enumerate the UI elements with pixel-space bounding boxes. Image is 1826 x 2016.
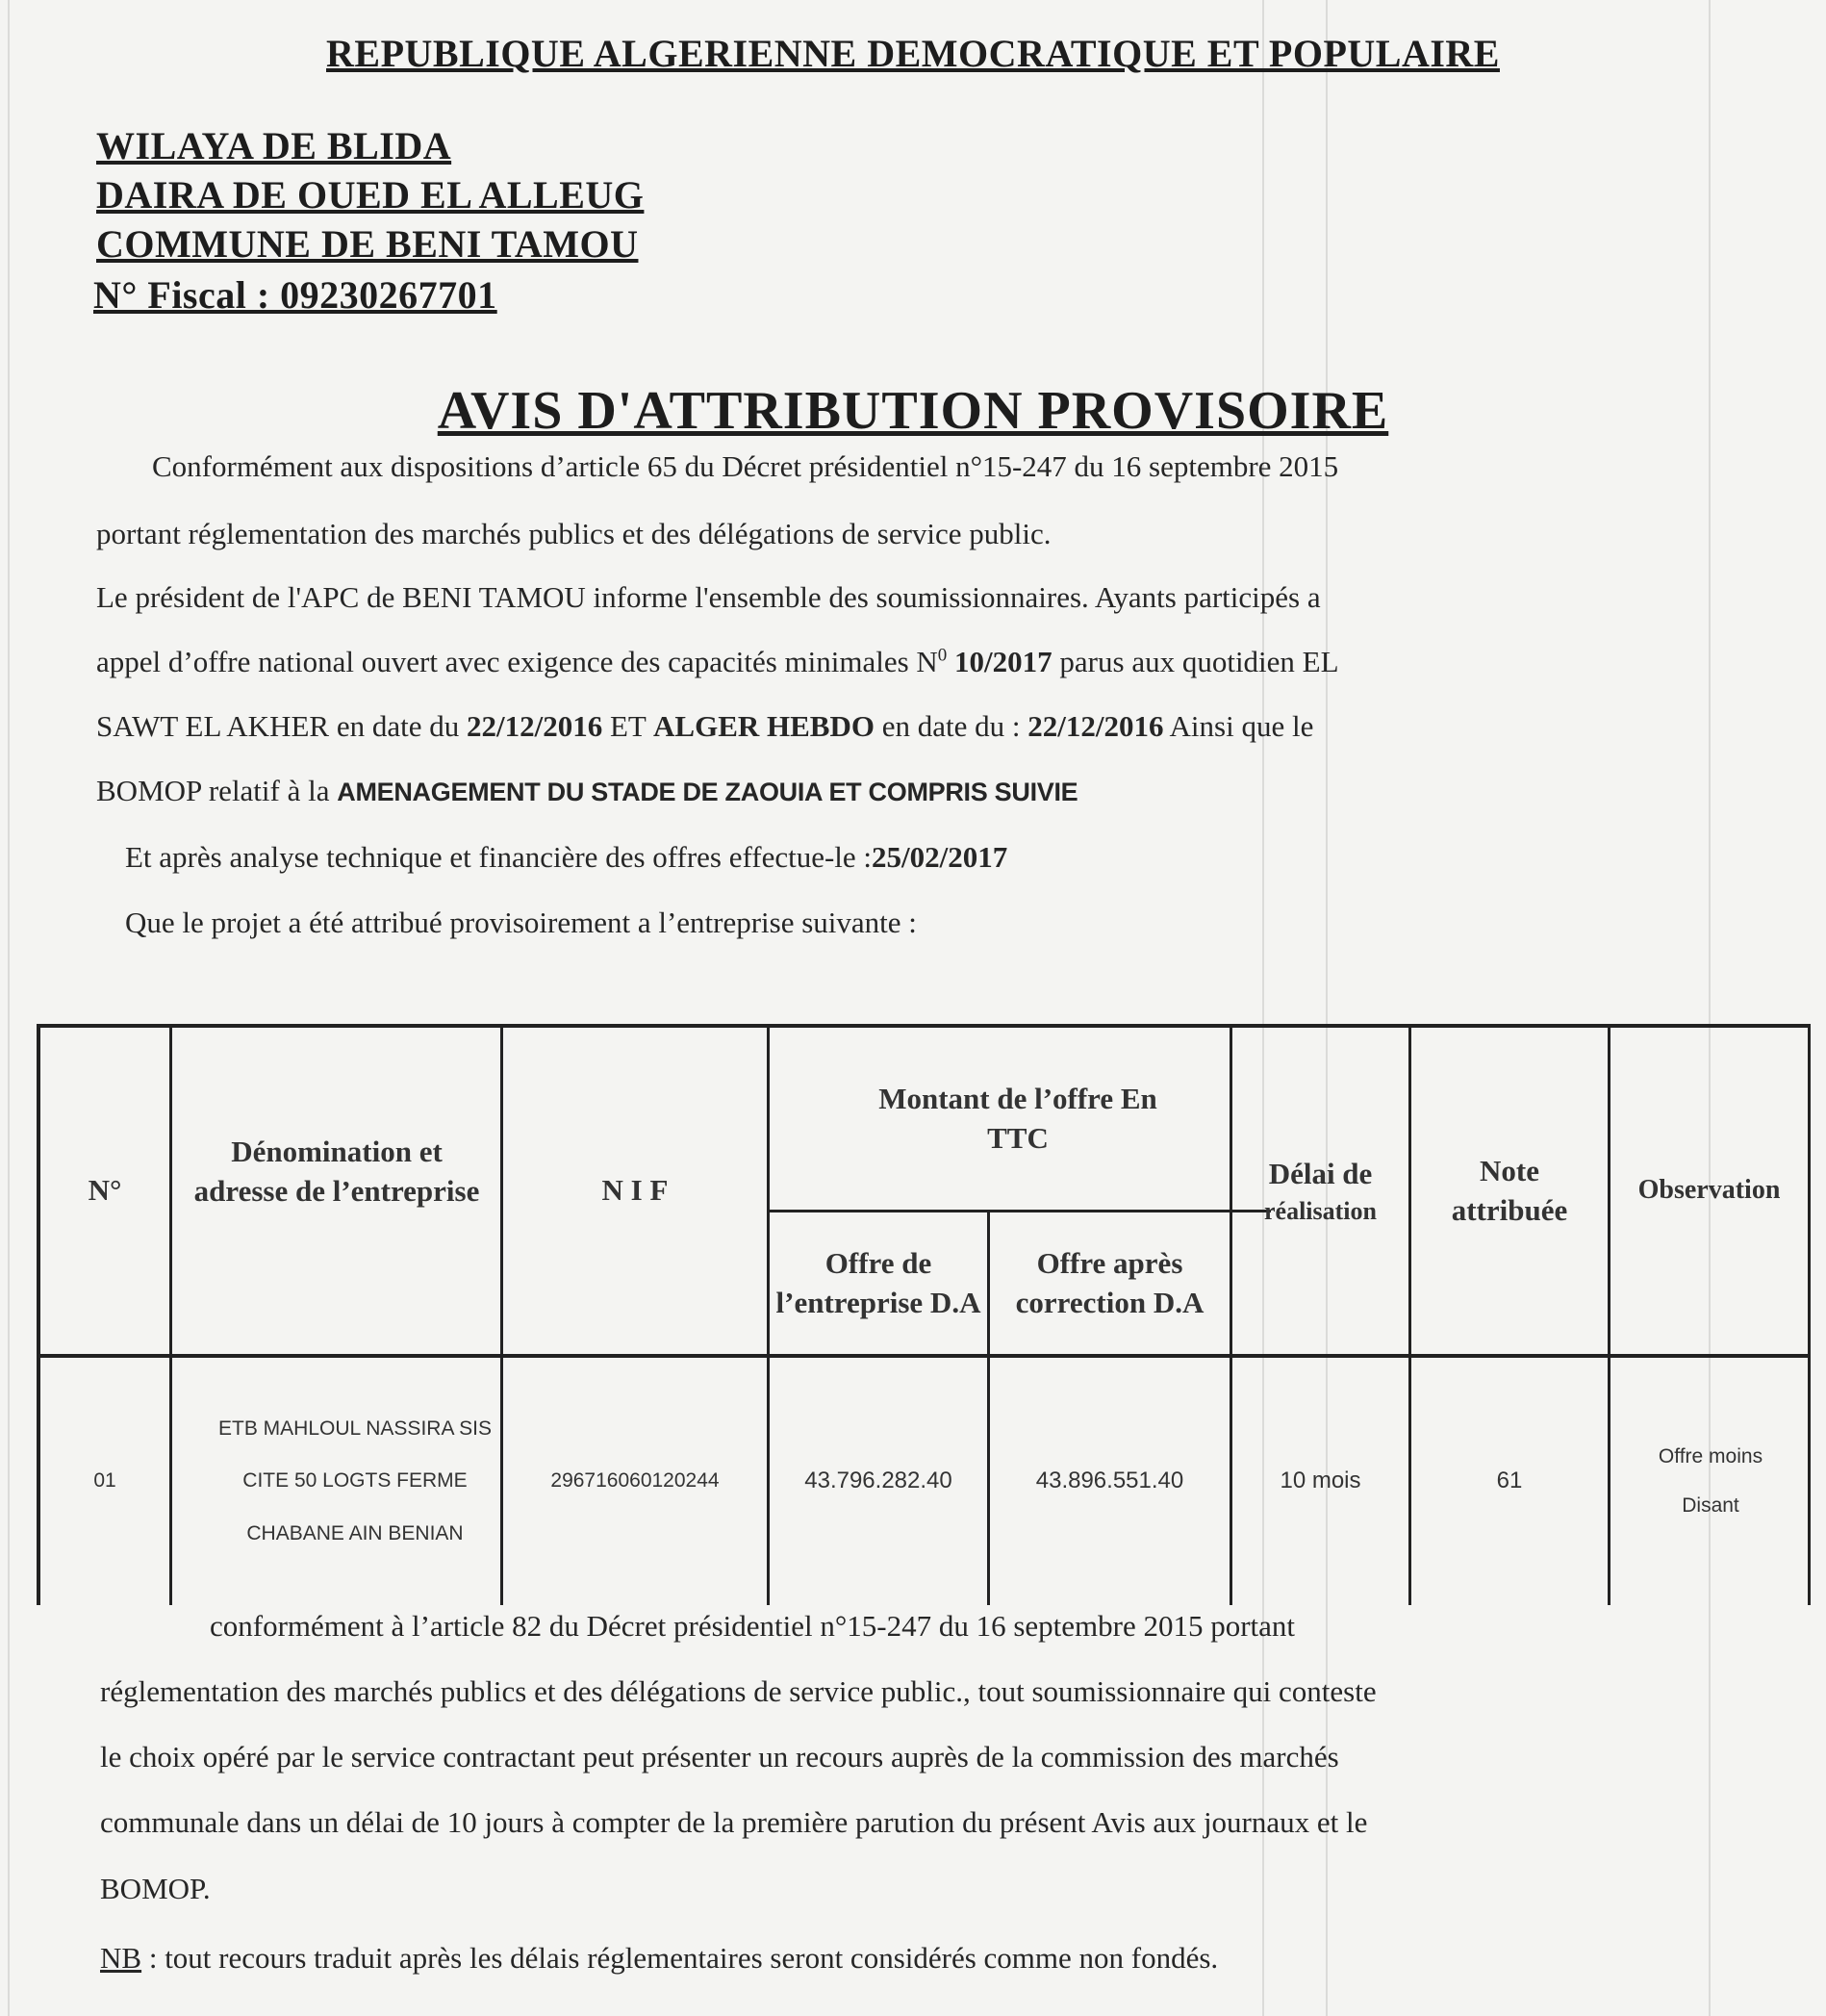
intro-line-5 [96, 708, 1313, 744]
header-offer-corrected: Offre après correction D.A [1015, 1246, 1205, 1319]
intro-line-6-text: BOMOP relatif à la [96, 774, 338, 807]
header-nif: N I F [601, 1173, 669, 1208]
analysis-text: Et après analyse technique et financière des offres effectue-le : [125, 840, 873, 874]
intro-line-5-mid: en date du : [874, 709, 1028, 743]
cell-offer-corrected: 43.896.551.40 [1035, 1467, 1184, 1494]
scan-streak [1326, 0, 1328, 2016]
intro-line-1: Conformément aux dispositions d’article 65 du Décret présidentiel n°15-247 du 16 septembre 2015 [152, 449, 1339, 483]
intro-line-8: Que le projet a été attribué provisoirement a l’entreprise suivante : [125, 906, 917, 939]
intro-line-5-conj: ET [602, 709, 654, 743]
analysis-date: 25/02/2017 [872, 840, 1008, 874]
nb-label: NB [100, 1941, 142, 1975]
header-observation: Observation [1637, 1175, 1781, 1206]
notice-title: AVIS D'ATTRIBUTION PROVISOIRE [437, 381, 1389, 441]
project-name: AMENAGEMENT DU STADE DE ZAOUIA ET COMPRIS SUIVIE [337, 778, 1078, 806]
newspaper-2: ALGER HEBDO [653, 709, 875, 743]
award-table [37, 1024, 1811, 1605]
header-offer: Offre de l’entreprise D.A [775, 1246, 981, 1319]
newspaper-1: SAWT EL AKHER en date du [96, 709, 467, 743]
header-delay-line-1: Délai de [1268, 1157, 1373, 1191]
scan-streak [1262, 0, 1264, 2016]
intro-line-3: Le président de l'APC de BENI TAMOU informe l'ensemble des soumissionnaires. Ayants participés a [96, 580, 1321, 614]
cell-nif: 296716060120244 [550, 1469, 720, 1493]
nb-text: : tout recours traduit après les délais réglementaires seront considérés comme non fondés. [141, 1941, 1219, 1975]
header-num: N° [88, 1173, 122, 1208]
tender-number: 10/2017 [947, 645, 1052, 678]
header-delay [1232, 1028, 1408, 1354]
intro-line-4-end: parus aux quotidien EL [1052, 645, 1339, 678]
header-name: Dénomination et adresse de l’entreprise [193, 1135, 480, 1208]
fiscal-number: N° Fiscal : 09230267701 [93, 273, 497, 317]
cell-delay: 10 mois [1280, 1467, 1361, 1494]
cell-company: ETB MAHLOUL NASSIRA SIS CITE 50 LOGTS FERME CHABANE AIN BENIAN [218, 1416, 492, 1544]
intro-line-7 [125, 839, 1007, 875]
publication-date-2: 22/12/2016 [1027, 709, 1164, 743]
scan-streak [1709, 0, 1711, 2016]
cell-offer: 43.796.282.40 [804, 1467, 952, 1494]
closing-line-5: BOMOP. [100, 1872, 211, 1905]
closing-line-1: conformément à l’article 82 du Décret présidentiel n°15-247 du 16 septembre 2015 portant [210, 1609, 1296, 1643]
intro-line-4-text: appel d’offre national ouvert avec exigence des capacités minimales N [96, 645, 938, 678]
cell-observation: Offre moins Disant [1658, 1445, 1763, 1517]
closing-line-3: le choix opéré par le service contractant peut présenter un recours auprès de la commission des marchés [100, 1740, 1339, 1774]
header-score: Note attribuée [1451, 1154, 1568, 1227]
header-amount-group: Montant de l’offre En TTC [878, 1082, 1157, 1155]
closing-line-2: réglementation des marchés publics et des délégations de service public., tout soumissionnaire qui conteste [100, 1674, 1377, 1708]
daira-line: DAIRA DE OUED EL ALLEUG [96, 173, 645, 217]
table-border-right [1808, 1024, 1811, 1605]
cell-score: 61 [1496, 1467, 1523, 1494]
publication-date-1: 22/12/2016 [466, 709, 603, 743]
commune-line: COMMUNE DE BENI TAMOU [96, 222, 639, 266]
col-divider [169, 1024, 172, 1605]
intro-line-4-superscript: 0 [937, 645, 948, 666]
intro-line-5-end: Ainsi que le [1163, 709, 1314, 743]
wilaya-line: WILAYA DE BLIDA [96, 124, 452, 167]
closing-line-4: communale dans un délai de 10 jours à compter de la première parution du présent Avis aux journaux et le [100, 1805, 1368, 1839]
header-delay-line-2: réalisation [1264, 1196, 1377, 1225]
cell-num: 01 [93, 1469, 116, 1493]
scan-streak [8, 0, 10, 2016]
intro-line-4 [96, 644, 1339, 679]
republic-heading: REPUBLIQUE ALGERIENNE DEMOCRATIQUE ET POPULAIRE [326, 32, 1500, 75]
nb-note [100, 1940, 1218, 1976]
intro-line-2: portant réglementation des marchés publics et des délégations de service public. [96, 517, 1052, 550]
intro-line-6 [96, 773, 1078, 808]
